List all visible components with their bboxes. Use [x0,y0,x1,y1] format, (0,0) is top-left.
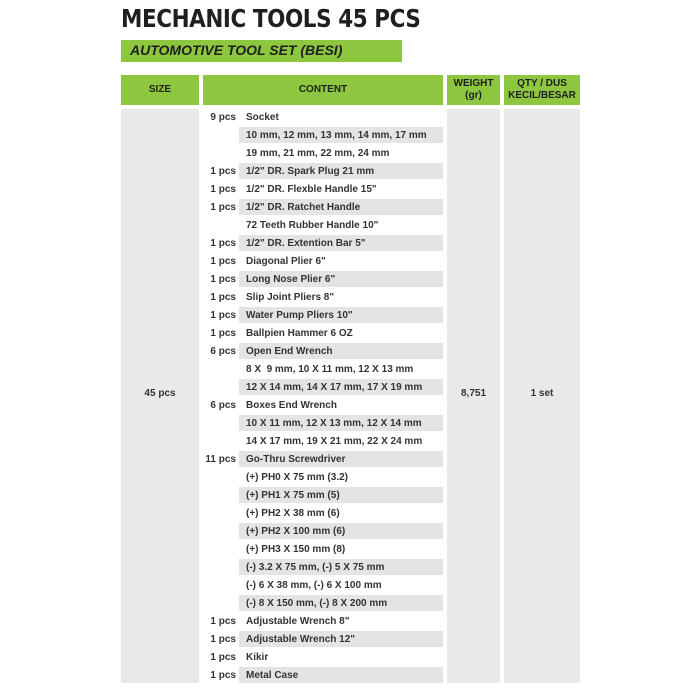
table-row [203,198,443,216]
qty-value: 1 set [530,388,554,399]
row-quantity: 9 pcs [210,111,236,123]
row-content: (+) PH2 X 38 mm (6) [246,507,340,519]
table-row [203,378,443,396]
row-quantity [203,360,236,378]
row-quantity [203,504,236,522]
table-row [203,486,443,504]
row-quantity [203,594,236,612]
header-content [203,75,443,105]
row-content: Long Nose Plier 6" [239,271,443,287]
table-row [203,216,443,234]
row-quantity [203,540,236,558]
row-quantity: 1 pcs [210,165,236,177]
row-content: (-) 8 X 150 mm, (-) 8 X 200 mm [239,595,443,611]
row-quantity: 1 pcs [210,291,236,303]
header-weight-line2: (gr) [465,90,482,101]
row-content: 10 mm, 12 mm, 13 mm, 14 mm, 17 mm [239,127,443,143]
row-content: (+) PH3 X 150 mm (8) [246,543,346,555]
row-quantity [203,378,236,396]
header-size [121,75,199,105]
row-quantity [203,558,236,576]
table-row [203,666,443,684]
row-quantity: 1 pcs [210,309,236,321]
header-weight [447,75,500,105]
table-row [203,342,443,360]
table-row [203,630,443,648]
row-quantity [203,468,236,486]
row-content: 72 Teeth Rubber Handle 10" [246,219,379,231]
table-row [203,558,443,576]
row-content: (+) PH2 X 100 mm (6) [239,523,443,539]
row-content: 14 X 17 mm, 19 X 21 mm, 22 X 24 mm [246,435,423,447]
row-quantity: 1 pcs [210,615,236,627]
table-row [203,144,443,162]
table-row [203,468,443,486]
row-content: Adjustable Wrench 8" [246,615,350,627]
row-content: Open End Wrench [239,343,443,359]
row-content: Water Pump Pliers 10" [239,307,443,323]
weight-value: 8,751 [460,388,487,399]
table-row [203,288,443,306]
row-content: Go-Thru Screwdriver [239,451,443,467]
row-quantity: 1 pcs [210,255,236,267]
table-row [203,180,443,198]
row-content: 1/2" DR. Extention Bar 5" [239,235,443,251]
header-qty [504,75,580,105]
row-content: (+) PH1 X 75 mm (5) [239,487,443,503]
row-quantity: 6 pcs [210,345,236,357]
row-quantity [203,576,236,594]
row-content: Slip Joint Pliers 8" [246,291,335,303]
row-content: 10 X 11 mm, 12 X 13 mm, 12 X 14 mm [239,415,443,431]
row-quantity: 1 pcs [210,651,236,663]
row-content: Diagonal Plier 6" [246,255,326,267]
table-row [203,396,443,414]
row-content: 8 X 9 mm, 10 X 11 mm, 12 X 13 mm [246,363,414,375]
header-content-label: CONTENT [298,84,348,95]
row-quantity: 1 pcs [210,201,236,213]
table-row [203,306,443,324]
row-content: (-) 6 X 38 mm, (-) 6 X 100 mm [246,579,382,591]
table-row [203,612,443,630]
header-size-label: SIZE [148,84,172,95]
row-quantity [203,216,236,234]
page-title: MECHANIC TOOLS 45 PCS [121,4,421,33]
row-content: (+) PH0 X 75 mm (3.2) [246,471,348,483]
row-content: Metal Case [239,667,443,683]
table-row [203,162,443,180]
row-quantity: 1 pcs [210,183,236,195]
table-row [203,270,443,288]
row-quantity [203,126,236,144]
table-row [203,522,443,540]
row-content: Adjustable Wrench 12" [239,631,443,647]
subtitle: AUTOMOTIVE TOOL SET (BESI) [130,42,343,58]
row-quantity [203,432,236,450]
row-content: Kikir [246,651,269,663]
row-quantity: 6 pcs [210,399,236,411]
table-row [203,108,443,126]
row-quantity [203,522,236,540]
table-row [203,414,443,432]
row-quantity: 1 pcs [210,327,236,339]
row-quantity: 1 pcs [210,669,236,681]
row-quantity: 11 pcs [205,453,236,465]
table-row [203,576,443,594]
size-value: 45 pcs [144,388,176,399]
table-row [203,360,443,378]
header-weight-line1: WEIGHT [453,78,494,89]
table-row [203,504,443,522]
table-row [203,324,443,342]
table-row [203,252,443,270]
row-content: (-) 3.2 X 75 mm, (-) 5 X 75 mm [239,559,443,575]
table-row [203,648,443,666]
header-qty-line1: QTY / DUS [517,78,567,89]
row-content: Boxes End Wrench [246,399,337,411]
row-quantity [203,486,236,504]
row-quantity [203,414,236,432]
row-quantity: 1 pcs [210,237,236,249]
row-content: 1/2" DR. Spark Plug 21 mm [239,163,443,179]
row-content: Ballpien Hammer 6 OZ [246,327,353,339]
row-quantity: 1 pcs [210,633,236,645]
table-row [203,594,443,612]
table-row [203,540,443,558]
row-content: Socket [246,111,279,123]
table-row [203,450,443,468]
row-content: 1/2" DR. Flexble Handle 15" [246,183,377,195]
row-quantity: 1 pcs [210,273,236,285]
row-quantity [203,144,236,162]
row-content: 1/2" DR. Ratchet Handle [239,199,443,215]
row-content: 12 X 14 mm, 14 X 17 mm, 17 X 19 mm [239,379,443,395]
row-content: 19 mm, 21 mm, 22 mm, 24 mm [246,147,390,159]
table-row [203,432,443,450]
table-row [203,126,443,144]
header-qty-line2: KECIL/BESAR [508,90,576,101]
table-row [203,234,443,252]
